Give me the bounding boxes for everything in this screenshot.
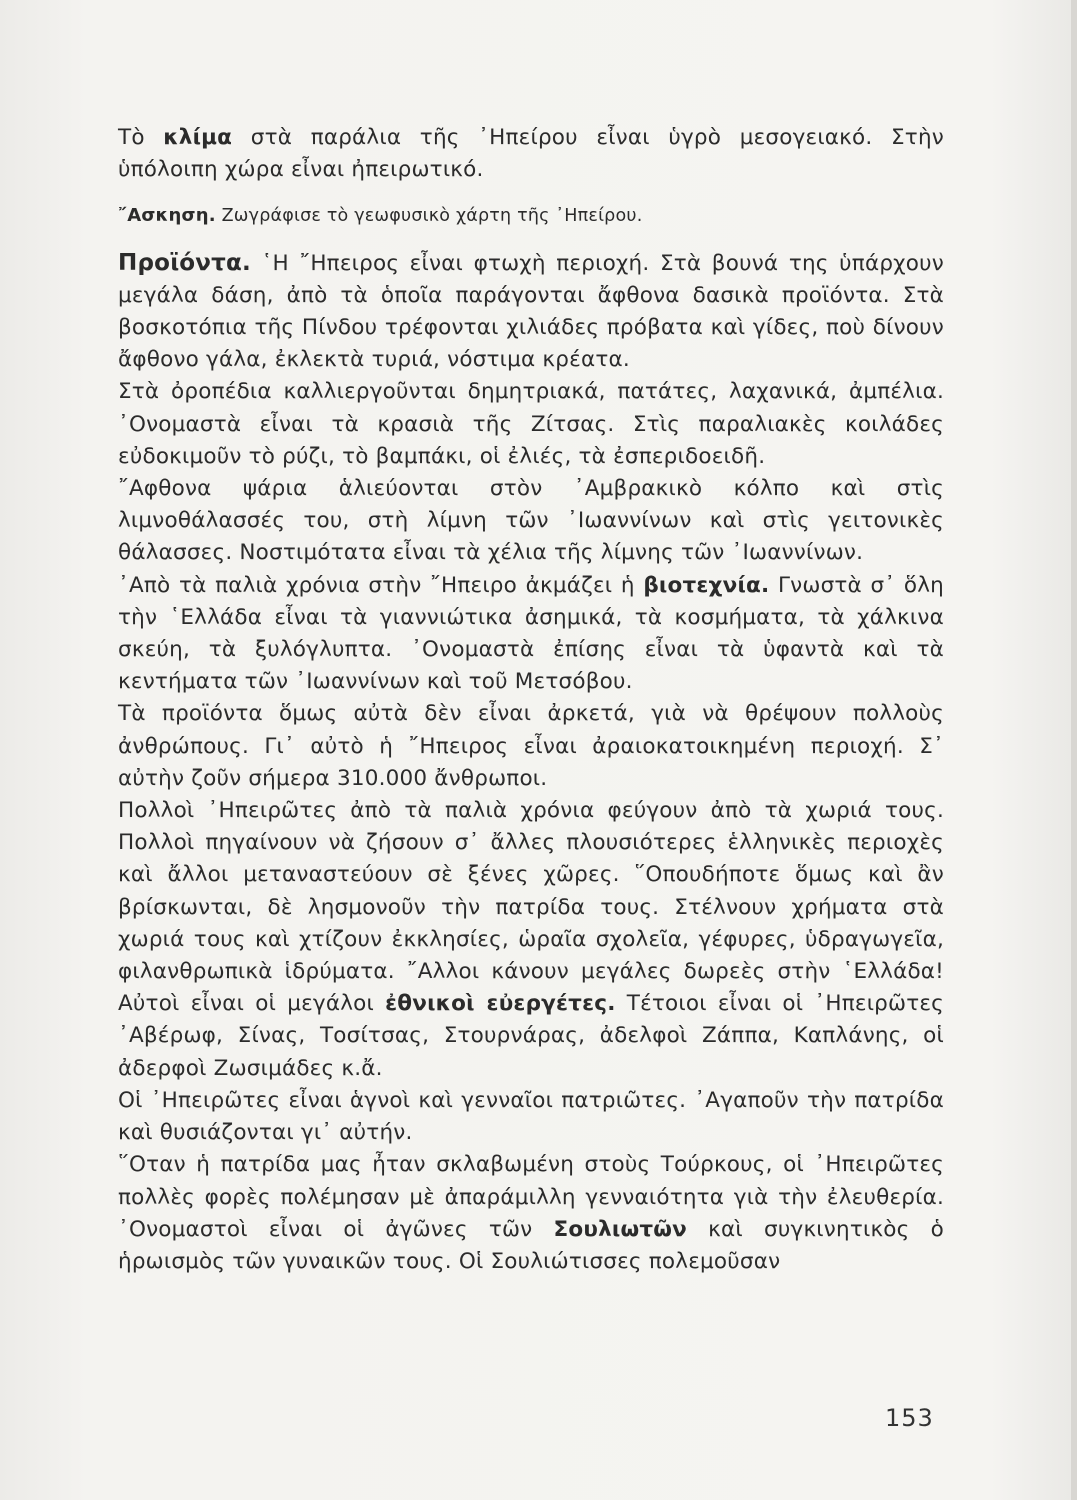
page-edge-shadow (1071, 0, 1077, 1500)
crafts-post: Γνωστὰ σ᾿ ὅλη τὴν ῾Ελλάδα εἶναι τὰ γιαννιώτικα ἀσημικά, τὰ κοσμήματα, τὰ χάλκινα σκεύη, τὰ ξυλόγλυπτα. ᾿Ονομαστὰ ἐπίσης εἶναι τὰ ὑφαντὰ καὶ τὰ κεντήματα τῶν ᾿Ιωαννίνων καὶ τοῦ Μετσόβου. (118, 572, 945, 695)
crafts-pre: ᾿Απὸ τὰ παλιὰ χρόνια στὴν ῎Ηπειρο ἀκμάζει ἡ (118, 572, 644, 598)
keyword-crafts: βιοτεχνία. (643, 572, 770, 598)
page-number: 153 (885, 1404, 934, 1432)
keyword-souliotes: Σουλιωτῶν (553, 1216, 688, 1242)
exercise-label: ῎Ασκηση. (118, 205, 216, 227)
keyword-benefactors: ἐθνικοὶ εὐεργέτες. (385, 991, 616, 1017)
souli-post: καὶ συγκινητικὸς ὁ ἡρωισμὸς τῶν γυναικῶν τους. Οἱ Σουλιώτισσες πολεμοῦσαν (118, 1216, 944, 1274)
emigration-pre: Πολλοὶ ᾿Ηπειρῶτες ἀπὸ τὰ παλιὰ χρόνια φεύγουν ἀπὸ τὰ χωριά τους. Πολλοὶ πηγαίνουν νὰ ζήσουν σ᾿ ἄλλες πλουσιότερες ἑλληνικὲς περιοχὲς καὶ ἄλλοι μεταναστεύουν σὲ ξένες χῶρες. ῞Οπουδήποτε ὅμως καὶ ἂν βρίσκωνται, δὲ λησμονοῦν τὴν πατρίδα τους. Στέλνουν χρήματα στὰ χωριά τους καὶ χτίζουν ἐκκλησίες, ὡραῖα σχολεῖα, γέφυρες, ὑδραγωγεῖα, φιλανθρωπικὰ ἱδρύματα. ῎Αλλοι κάνουν μεγάλες δωρεὲς στὴν ῾Ελλάδα! Αὐτοὶ εἶναι οἱ μεγάλοι (118, 798, 944, 1017)
paragraph-climate (118, 122, 944, 186)
paragraph-souli (118, 1149, 944, 1278)
paragraph-plateaus: Στὰ ὀροπέδια καλλιεργοῦνται δημητριακά, πατάτες, λαχανικά, ἀμπέλια. ᾿Ονομαστὰ εἶναι τὰ κρασιὰ τῆς Ζίτσας. Στὶς παραλιακὲς κοιλάδες εὐδοκιμοῦν τὸ ρύζι, τὸ βαμπάκι, οἱ ἐλιές, τὰ ἐσπεριδοειδῆ. (118, 379, 944, 469)
paragraph-population: Τὰ προϊόντα ὅμως αὐτὰ δὲν εἶναι ἀρκετά, γιὰ νὰ θρέψουν πολλοὺς ἀνθρώπους. Γι᾿ αὐτὸ ἡ ῎Ηπειρος εἶναι ἀραιοκατοικημένη περιοχή. Σ᾿ αὐτὴν ζοῦν σήμερα 310.000 ἄνθρωποι. (118, 701, 944, 791)
section-heading-products: Προϊόντα. (118, 249, 251, 276)
keyword-climate: κλίμα (163, 125, 233, 150)
emigration-post: Τέτοιοι εἶναι οἱ ᾿Ηπειρῶτες ᾿Αβέρωφ, Σίνας, Τοσίτσας, Στουρνάρας, ἀδελφοὶ Ζάππα, Καπλάνης, οἱ ἀδερφοὶ Ζωσιμάδες κ.ἄ. (118, 991, 944, 1081)
products-text: ῾Η ῎Ηπειρος εἶναι φτωχὴ περιοχή. Στὰ βουνά της ὑπάρχουν μεγάλα δάση, ἀπὸ τὰ ὁποῖα παράγονται ἄφθονα δασικὰ προϊόντα. Στὰ βοσκοτόπια τῆς Πίνδου τρέφονται χιλιάδες πρόβατα καὶ γίδες, ποὺ δίνουν ἄφθονο γάλα, ἐκλεκτὰ τυριά, νόστιμα κρέατα. (118, 250, 944, 373)
body-text (118, 122, 944, 1278)
paragraph-fish: ῎Αφθονα ψάρια ἁλιεύονται στὸν ᾿Αμβρακικὸ κόλπο καὶ στὶς λιμνοθάλασσές του, στὴ λίμνη τῶν ᾿Ιωαννίνων καὶ στὶς γειτονικὲς θάλασσες. Νοστιμότατα εἶναι τὰ χέλια τῆς λίμνης τῶν ᾿Ιωαννίνων. (118, 476, 944, 566)
exercise (118, 200, 944, 232)
paragraph-products (118, 247, 944, 377)
exercise-text: Ζωγράφισε τὸ γεωφυσικὸ χάρτη τῆς ᾿Ηπείρου. (215, 206, 643, 227)
paragraph-crafts (118, 570, 944, 699)
paragraph-emigration (118, 795, 944, 1085)
paragraph-patriots: Οἱ ᾿Ηπειρῶτες εἶναι ἁγνοὶ καὶ γενναῖοι πατριῶτες. ᾿Αγαποῦν τὴν πατρίδα καὶ θυσιάζονται γι᾿ αὐτήν. (118, 1087, 944, 1146)
climate-post: στὰ παράλια τῆς ᾿Ηπείρου εἶναι ὑγρὸ μεσογειακό. Στὴν ὑπόλοιπη χώρα εἶναι ἠπειρωτικό. (118, 125, 944, 183)
climate-pre: Τὸ (118, 125, 164, 150)
souli-pre: ῞Οταν ἡ πατρίδα μας ἦταν σκλαβωμένη στοὺς Τούρκους, οἱ ᾿Ηπειρῶτες πολλὲς φορὲς πολέμησαν μὲ ἀπαράμιλλη γενναιότητα γιὰ τὴν ἐλευθερία. ᾿Ονομαστοὶ εἶναι οἱ ἀγῶνες τῶν (118, 1152, 944, 1242)
